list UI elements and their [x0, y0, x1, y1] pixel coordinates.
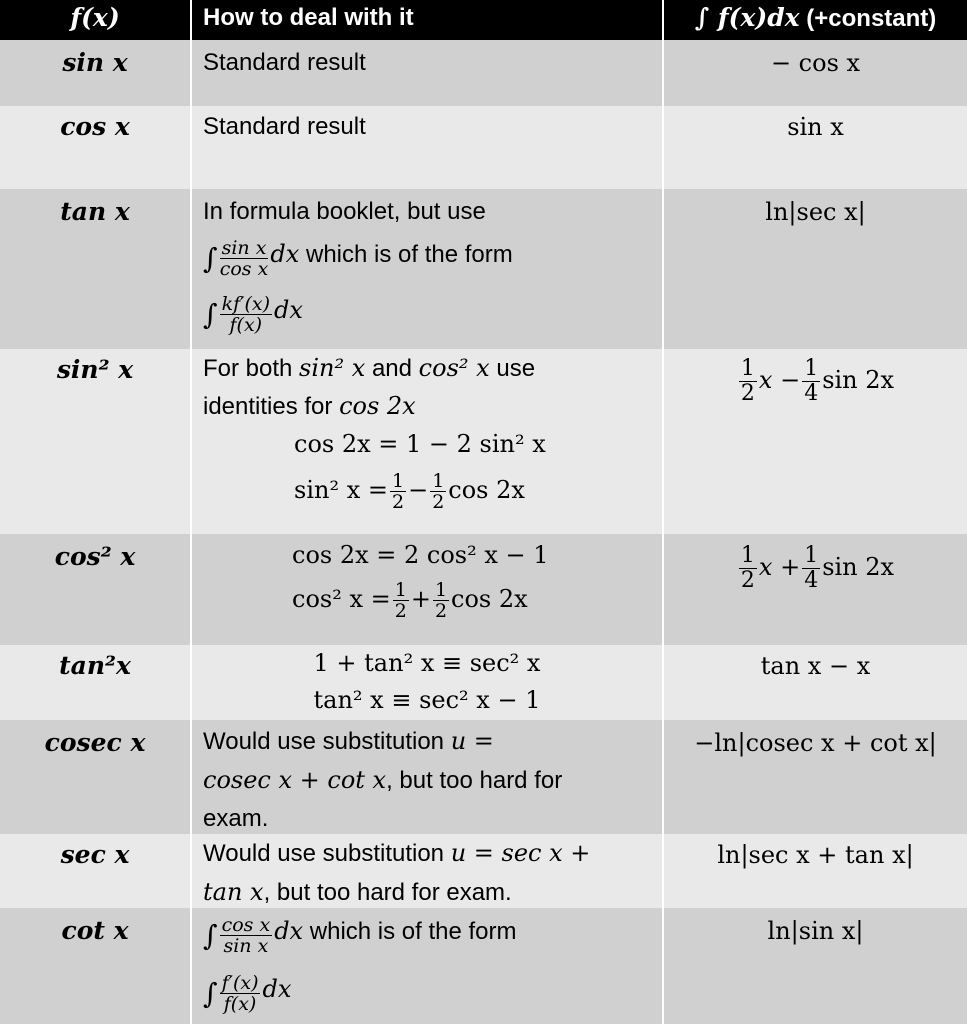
method-line: exam.	[203, 805, 269, 832]
row-method	[192, 834, 662, 908]
method-line: tan x, but too hard for exam.	[203, 878, 512, 906]
fraction: $\frac{1}{2}$	[391, 470, 405, 513]
row-result: ln|sin x|	[767, 917, 864, 945]
method-line: ∫ $\frac{\text{sin x}}{\text{cos x}}$ dx which is of the form	[203, 236, 513, 280]
table-row	[0, 910, 967, 1024]
row-fx: tan x	[60, 197, 130, 226]
row-method	[192, 191, 662, 347]
identity-equation: sin² x = $\frac{1}{2}$ − $\frac{1}{2}$ cos 2x	[294, 470, 525, 513]
column-divider	[190, 0, 192, 1024]
identity-equation: cos² x = $\frac{1}{2}$ + $\frac{1}{2}$ cos 2x	[292, 579, 528, 622]
row-method: Standard result	[203, 49, 366, 76]
row-result: −ln|cosec x + cot x|	[694, 729, 937, 757]
row-result: sin x	[787, 113, 844, 141]
method-line: identities for cos 2x	[203, 392, 416, 420]
row-fx: sin x	[62, 48, 128, 77]
method-line: ∫ $\frac{\text{cos x}}{\text{sin x}}$ dx which is of the form	[203, 913, 517, 957]
fraction: $\frac{\text{cos x}}{\text{sin x}}$	[221, 913, 271, 957]
row-method	[192, 645, 662, 720]
integral-sign: ∫	[203, 976, 218, 1010]
fraction: $\frac{1}{4}$	[804, 543, 819, 593]
method-line: Would use substitution u = sec x +	[203, 839, 591, 867]
identity-equation: tan² x ≡ sec² x − 1	[313, 686, 541, 714]
method-line: For both sin² x and cos² x use	[203, 354, 536, 382]
row-fx: cos² x	[54, 542, 136, 571]
identity-equation: 1 + tan² x ≡ sec² x	[313, 649, 541, 677]
table-header	[0, 0, 967, 40]
header-integral-label: ∫ f(x)dx	[694, 3, 800, 32]
row-result: $\frac{1}{2}$ x − $\frac{1}{4}$ sin 2x	[740, 356, 895, 406]
header-method-label: How to deal with it	[203, 4, 414, 31]
method-line: In formula booklet, but use	[203, 198, 486, 225]
row-result: − cos x	[770, 49, 861, 77]
integral-sign: ∫	[203, 297, 218, 331]
fraction: $\frac{1}{2}$	[740, 543, 755, 593]
header-fx-label: f(x)	[70, 3, 120, 32]
table-row	[0, 106, 967, 189]
table-row	[0, 834, 967, 908]
fraction: $\frac{1}{4}$	[804, 356, 819, 406]
identity-equation: cos 2x = 2 cos² x − 1	[292, 541, 549, 569]
table-row	[0, 536, 967, 643]
integral-sign: ∫	[203, 241, 218, 275]
method-line: Would use substitution u =	[203, 727, 494, 755]
fraction: $\frac{\text{sin x}}{\text{cos x}}$	[219, 236, 269, 280]
table-row	[0, 722, 967, 832]
integral-sign: ∫	[203, 918, 218, 952]
row-fx: sec x	[60, 840, 130, 869]
table-row	[0, 349, 967, 534]
row-result: $\frac{1}{2}$ x + $\frac{1}{4}$ sin 2x	[740, 543, 895, 593]
row-fx: tan²x	[59, 651, 131, 680]
fraction: $\frac{1}{2}$	[434, 579, 448, 622]
fraction: $\frac{1}{2}$	[740, 356, 755, 406]
method-line: ∫ $\frac{f'(x)}{f(x)}$ dx	[203, 971, 292, 1015]
row-method	[192, 349, 662, 534]
row-result: ln|sec x|	[765, 198, 866, 226]
row-method	[192, 910, 662, 1024]
fraction: $\frac{1}{2}$	[432, 470, 445, 513]
row-method	[192, 722, 662, 832]
method-line: cosec x + cot x, but too hard for	[203, 766, 563, 794]
identity-equation: cos 2x = 1 − 2 sin² x	[294, 430, 546, 458]
fraction: $\frac{f'(x)}{f(x)}$	[221, 971, 259, 1015]
row-fx: cot x	[61, 916, 129, 945]
row-fx: sin² x	[56, 355, 134, 384]
row-method	[192, 536, 662, 643]
table-row	[0, 645, 967, 720]
header-constant-label: (+constant)	[799, 5, 937, 32]
method-line: ∫ $\frac{kf'(x)}{f(x)}$ dx	[203, 292, 303, 336]
fraction: $\frac{1}{2}$	[394, 579, 407, 622]
row-result: tan x − x	[760, 652, 871, 680]
table-row	[0, 42, 967, 104]
header-method	[192, 0, 662, 40]
row-fx: cos x	[60, 112, 130, 141]
header-fx	[0, 0, 190, 40]
row-method: Standard result	[203, 113, 366, 140]
column-divider	[662, 0, 664, 1024]
header-integral	[664, 0, 967, 40]
table-row	[0, 191, 967, 347]
fraction: $\frac{kf'(x)}{f(x)}$	[221, 292, 270, 336]
row-result: ln|sec x + tan x|	[717, 841, 914, 869]
row-fx: cosec x	[44, 728, 146, 757]
